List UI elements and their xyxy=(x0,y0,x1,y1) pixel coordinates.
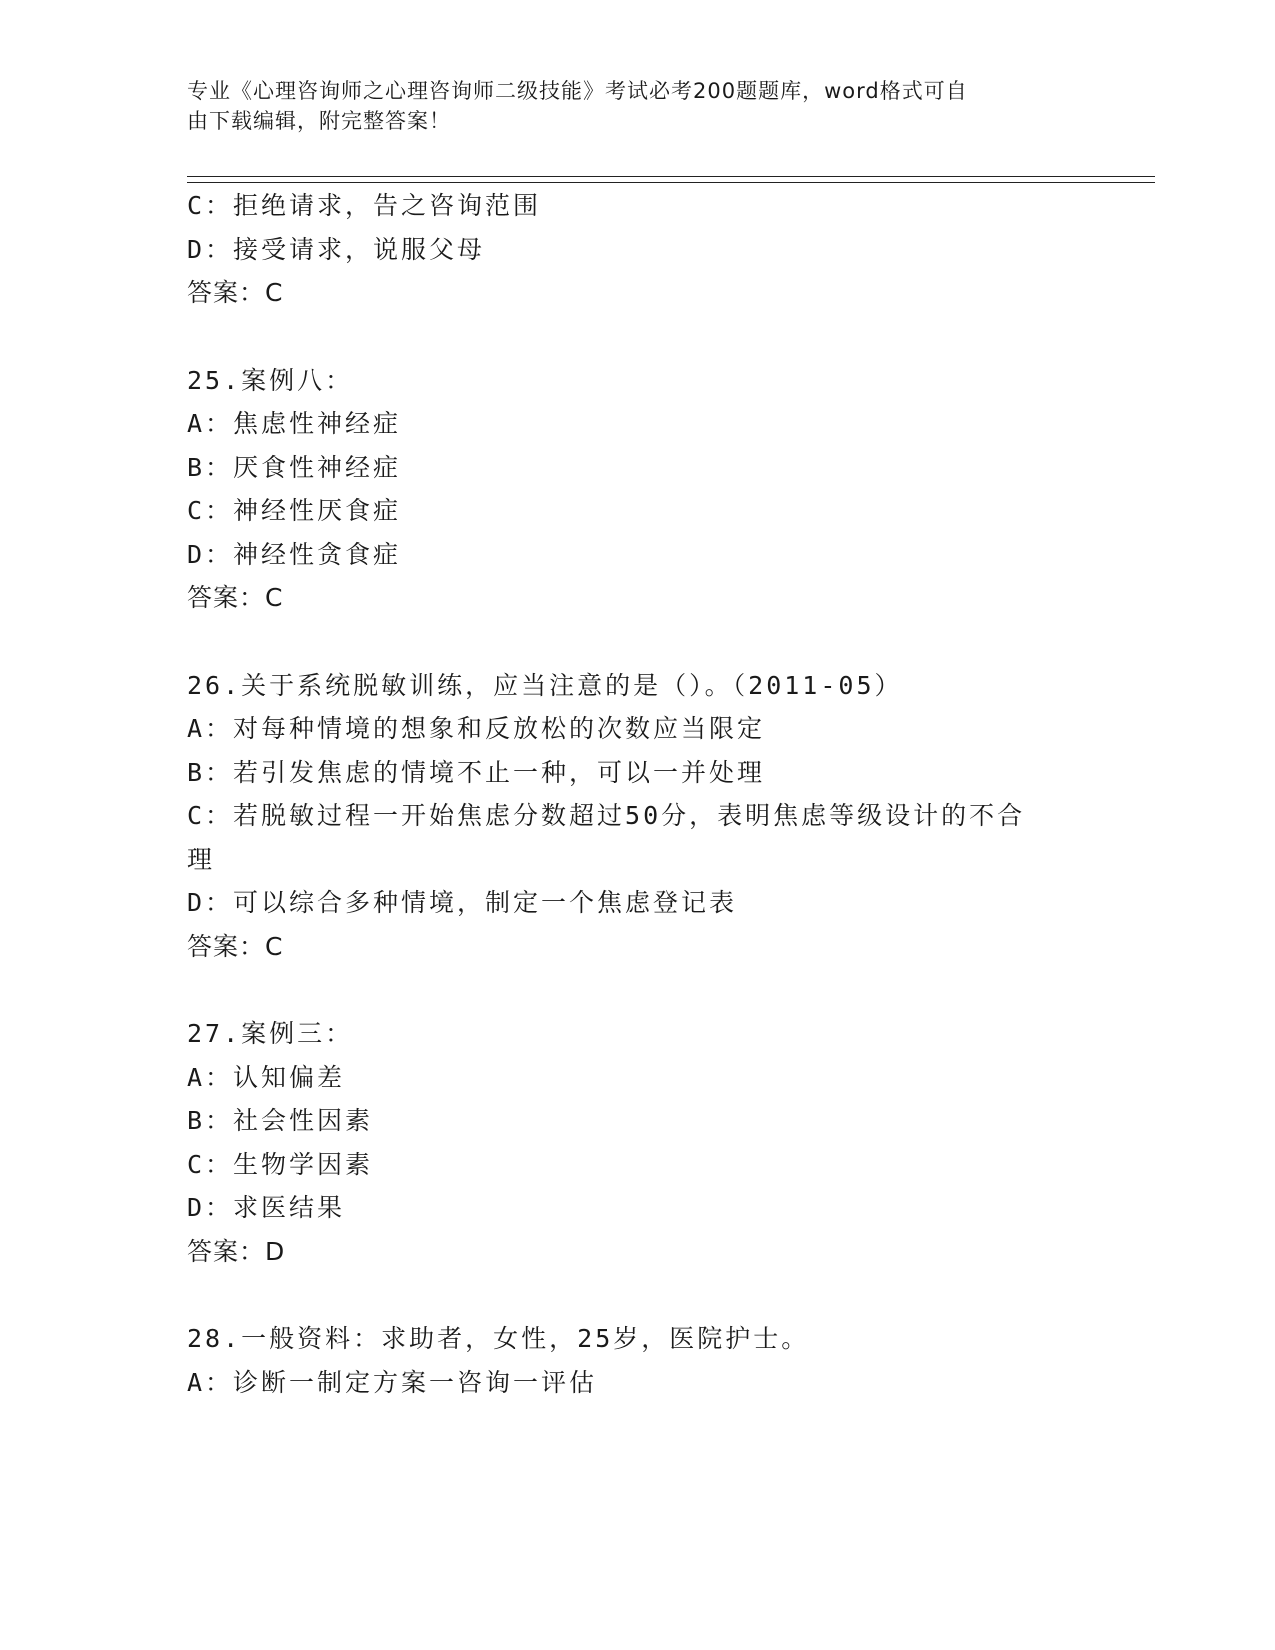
question-line: 26.关于系统脱敏训练，应当注意的是（）。（2011-05） xyxy=(187,671,903,700)
header-divider-bottom xyxy=(187,182,1155,183)
question-line: 27.案例三： xyxy=(187,1019,354,1048)
header-line-2: 由下载编辑，附完整答案！ xyxy=(187,109,451,133)
option-line: D：可以综合多种情境，制定一个焦虑登记表 xyxy=(187,888,738,917)
option-line: C：拒绝请求，告之咨询范围 xyxy=(187,191,542,220)
option-line: C：生物学因素 xyxy=(187,1150,374,1179)
option-line: A：焦虑性神经症 xyxy=(187,409,402,438)
option-line-continued: 理 xyxy=(187,845,216,874)
option-line: B：若引发焦虑的情境不止一种，可以一并处理 xyxy=(187,758,766,787)
answer-line: 答案：C xyxy=(187,583,284,612)
answer-line: 答案：C xyxy=(187,278,284,307)
option-line: A：对每种情境的想象和反放松的次数应当限定 xyxy=(187,714,766,743)
answer-line: 答案：C xyxy=(187,932,284,961)
option-line: A：认知偏差 xyxy=(187,1063,346,1092)
header-divider-top xyxy=(187,176,1155,177)
option-line: D：求医结果 xyxy=(187,1193,346,1222)
answer-line: 答案：D xyxy=(187,1237,286,1266)
option-line: A：诊断一制定方案一咨询一评估 xyxy=(187,1368,598,1397)
question-line: 25.案例八： xyxy=(187,366,354,395)
option-line: C：若脱敏过程一开始焦虑分数超过50分，表明焦虑等级设计的不合 xyxy=(187,801,1026,830)
document-header xyxy=(187,76,1067,136)
header-line-1: 专业《心理咨询师之心理咨询师二级技能》考试必考200题题库，word格式可自 xyxy=(187,79,968,103)
option-line: B：厌食性神经症 xyxy=(187,453,402,482)
question-line: 28.一般资料：求助者，女性，25岁，医院护士。 xyxy=(187,1324,810,1353)
option-line: D：神经性贪食症 xyxy=(187,540,402,569)
option-line: B：社会性因素 xyxy=(187,1106,374,1135)
option-line: C：神经性厌食症 xyxy=(187,496,402,525)
option-line: D：接受请求，说服父母 xyxy=(187,235,486,264)
